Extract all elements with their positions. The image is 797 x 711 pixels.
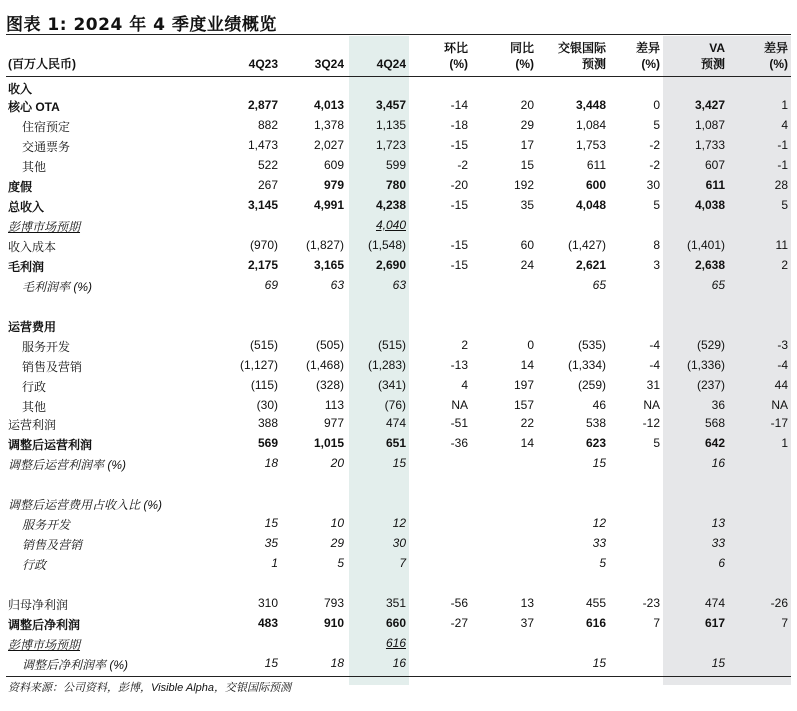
table-cell: 60 bbox=[520, 238, 534, 252]
table-cell: 474 bbox=[704, 596, 725, 610]
table-row bbox=[0, 454, 797, 474]
table-row bbox=[0, 494, 797, 514]
table-row bbox=[0, 654, 797, 674]
table-cell: (1,468) bbox=[305, 358, 344, 372]
table-cell: -4 bbox=[777, 358, 788, 372]
table-cell: 29 bbox=[520, 118, 534, 132]
header-qoq: 环比 bbox=[443, 41, 468, 55]
table-cell: 568 bbox=[704, 416, 725, 430]
table-cell: 4,238 bbox=[375, 198, 406, 212]
row-label: 毛利润率 (%) bbox=[22, 280, 92, 294]
table-cell: -23 bbox=[642, 596, 660, 610]
table-cell: 5 bbox=[781, 198, 788, 212]
table-cell: 660 bbox=[385, 616, 406, 630]
table-cell: 1,015 bbox=[313, 436, 344, 450]
table-cell: 616 bbox=[385, 636, 406, 650]
table-cell: 4,038 bbox=[694, 198, 725, 212]
table-cell: 267 bbox=[257, 178, 278, 192]
header-diff2: 差异 bbox=[763, 41, 788, 55]
row-label: 度假 bbox=[8, 180, 33, 194]
table-cell: (515) bbox=[249, 338, 278, 352]
table-cell: 5 bbox=[653, 198, 660, 212]
table-cell: 13 bbox=[711, 516, 725, 530]
table-row bbox=[0, 336, 797, 356]
table-cell: -15 bbox=[450, 238, 468, 252]
table-cell: 3,427 bbox=[694, 98, 725, 112]
header-yoy-unit: (%) bbox=[515, 57, 534, 71]
table-cell: 538 bbox=[585, 416, 606, 430]
table-cell: 12 bbox=[392, 516, 406, 530]
table-cell: 4,013 bbox=[313, 98, 344, 112]
table-cell: (505) bbox=[315, 338, 344, 352]
table-cell: 37 bbox=[520, 616, 534, 630]
table-cell: 33 bbox=[592, 536, 606, 550]
table-cell: NA bbox=[771, 398, 788, 412]
table-cell: 611 bbox=[705, 178, 725, 192]
row-label: 住宿预定 bbox=[22, 120, 71, 134]
table-cell: 65 bbox=[711, 278, 725, 292]
row-label: 毛利润 bbox=[8, 260, 45, 274]
table-cell: 4 bbox=[781, 118, 788, 132]
table-cell: 3,457 bbox=[375, 98, 406, 112]
table-cell: (237) bbox=[696, 378, 725, 392]
row-label: 调整后净利润 bbox=[8, 618, 81, 632]
table-cell: 20 bbox=[330, 456, 344, 470]
table-cell: (341) bbox=[377, 378, 406, 392]
table-cell: 5 bbox=[653, 118, 660, 132]
table-cell: 607 bbox=[704, 158, 725, 172]
table-row bbox=[0, 136, 797, 156]
table-row bbox=[0, 176, 797, 196]
table-cell: 7 bbox=[781, 616, 788, 630]
table-cell: 6 bbox=[718, 556, 725, 570]
table-cell: (529) bbox=[696, 338, 725, 352]
table-cell: -56 bbox=[450, 596, 468, 610]
table-cell: -36 bbox=[450, 436, 468, 450]
table-cell: 455 bbox=[585, 596, 606, 610]
table-cell: (76) bbox=[384, 398, 406, 412]
table-cell: 33 bbox=[711, 536, 725, 550]
table-cell: 14 bbox=[520, 436, 534, 450]
table-row bbox=[0, 216, 797, 236]
table-cell: -4 bbox=[649, 338, 660, 352]
table-cell: 3,165 bbox=[313, 258, 344, 272]
row-label: 运营费用 bbox=[8, 320, 57, 334]
row-label: 销售及营销 bbox=[22, 360, 83, 374]
table-cell: 197 bbox=[513, 378, 534, 392]
table-cell: 793 bbox=[323, 596, 344, 610]
header-3q24: 3Q24 bbox=[314, 57, 344, 71]
table-cell: 474 bbox=[385, 416, 406, 430]
row-label: 彭博市场预期 bbox=[8, 220, 81, 234]
table-cell: 2,638 bbox=[694, 258, 725, 272]
table-cell: -18 bbox=[450, 118, 468, 132]
table-cell: 522 bbox=[257, 158, 278, 172]
table-cell: -3 bbox=[777, 338, 788, 352]
row-label: 其他 bbox=[22, 160, 47, 174]
table-cell: 15 bbox=[392, 456, 406, 470]
table-cell: 13 bbox=[520, 596, 534, 610]
source-footnote: 资料来源：公司资料，彭博，Visible Alpha，交银国际预测 bbox=[8, 682, 291, 694]
table-cell: 623 bbox=[585, 436, 606, 450]
table-cell: 18 bbox=[264, 456, 278, 470]
table-cell: 2,027 bbox=[313, 138, 344, 152]
table-cell: (1,548) bbox=[367, 238, 406, 252]
table-cell: 7 bbox=[653, 616, 660, 630]
table-cell: 977 bbox=[323, 416, 344, 430]
table-cell: 18 bbox=[330, 656, 344, 670]
table-row bbox=[0, 156, 797, 176]
table-cell: 1 bbox=[781, 98, 788, 112]
table-cell: 3,448 bbox=[575, 98, 606, 112]
header-unit: (百万人民币) bbox=[8, 57, 76, 71]
title-divider bbox=[6, 34, 791, 35]
table-cell: 483 bbox=[257, 616, 278, 630]
table-row bbox=[0, 96, 797, 116]
table-cell: 611 bbox=[586, 158, 606, 172]
table-cell: -15 bbox=[450, 138, 468, 152]
table-cell: 2,175 bbox=[247, 258, 278, 272]
table-row bbox=[0, 116, 797, 136]
table-cell: -1 bbox=[777, 138, 788, 152]
table-cell: 1,753 bbox=[575, 138, 606, 152]
row-label: 收入成本 bbox=[8, 240, 57, 254]
table-row bbox=[0, 316, 797, 336]
table-cell: (259) bbox=[577, 378, 606, 392]
table-cell: 2 bbox=[461, 338, 468, 352]
header-bocom-forecast: 预测 bbox=[581, 57, 606, 71]
table-cell: 2,877 bbox=[247, 98, 278, 112]
table-row bbox=[0, 236, 797, 256]
table-cell: 28 bbox=[774, 178, 788, 192]
table-cell: 4,048 bbox=[575, 198, 606, 212]
table-cell: 1,084 bbox=[575, 118, 606, 132]
header-va-forecast: 预测 bbox=[700, 57, 725, 71]
table-cell: (1,827) bbox=[305, 238, 344, 252]
table-cell: -2 bbox=[649, 158, 660, 172]
table-cell: -15 bbox=[450, 258, 468, 272]
table-cell: 2,690 bbox=[375, 258, 406, 272]
table-cell: 599 bbox=[385, 158, 406, 172]
header-diff2-unit: (%) bbox=[769, 57, 788, 71]
table-row bbox=[0, 534, 797, 554]
table-cell: 4,991 bbox=[313, 198, 344, 212]
table-cell: 1,723 bbox=[375, 138, 406, 152]
table-row bbox=[0, 414, 797, 434]
row-label: 调整后运营费用占收入比 (%) bbox=[8, 498, 162, 512]
row-label: 调整后运营利润率 (%) bbox=[8, 458, 126, 472]
row-label: 销售及营销 bbox=[22, 538, 83, 552]
table-cell: 310 bbox=[257, 596, 278, 610]
table-cell: NA bbox=[643, 398, 660, 412]
row-label: 归母净利润 bbox=[8, 598, 69, 612]
table-cell: 14 bbox=[520, 358, 534, 372]
table-cell: 351 bbox=[385, 596, 406, 610]
table-row bbox=[0, 376, 797, 396]
header-bocom: 交银国际 bbox=[557, 41, 606, 55]
table-row bbox=[0, 594, 797, 614]
table-cell: (1,336) bbox=[686, 358, 725, 372]
table-cell: 1,733 bbox=[694, 138, 725, 152]
table-cell: 15 bbox=[711, 656, 725, 670]
table-row bbox=[0, 396, 797, 416]
table-row bbox=[0, 514, 797, 534]
table-cell: -15 bbox=[450, 198, 468, 212]
table-row bbox=[0, 634, 797, 654]
table-cell: 1,378 bbox=[313, 118, 344, 132]
table-cell: 35 bbox=[264, 536, 278, 550]
table-cell: 36 bbox=[711, 398, 725, 412]
row-label: 调整后运营利润 bbox=[8, 438, 93, 452]
header-qoq-unit: (%) bbox=[449, 57, 468, 71]
table-cell: 979 bbox=[323, 178, 344, 192]
table-cell: 15 bbox=[264, 656, 278, 670]
table-row bbox=[0, 276, 797, 296]
row-label: 调整后净利润率 (%) bbox=[22, 658, 128, 672]
row-label: 交通票务 bbox=[22, 140, 71, 154]
table-cell: (30) bbox=[256, 398, 278, 412]
table-cell: -20 bbox=[450, 178, 468, 192]
table-cell: -26 bbox=[770, 596, 788, 610]
table-cell: 12 bbox=[592, 516, 606, 530]
header-divider bbox=[6, 76, 791, 77]
table-cell: 15 bbox=[520, 158, 534, 172]
row-label: 核心 OTA bbox=[8, 100, 60, 114]
table-cell: 616 bbox=[585, 616, 606, 630]
table-cell: 1 bbox=[781, 436, 788, 450]
table-cell: 651 bbox=[385, 436, 406, 450]
table-cell: 22 bbox=[520, 416, 534, 430]
table-cell: NA bbox=[451, 398, 468, 412]
row-label: 其他 bbox=[22, 400, 47, 414]
table-cell: 65 bbox=[592, 278, 606, 292]
table-cell: -27 bbox=[450, 616, 468, 630]
table-cell: 8 bbox=[653, 238, 660, 252]
table-cell: 780 bbox=[385, 178, 406, 192]
table-row bbox=[0, 614, 797, 634]
table-cell: 609 bbox=[323, 158, 344, 172]
table-cell: 2,621 bbox=[575, 258, 606, 272]
table-cell: 5 bbox=[337, 556, 344, 570]
table-cell: -14 bbox=[450, 98, 468, 112]
table-cell: (1,401) bbox=[686, 238, 725, 252]
row-label: 服务开发 bbox=[22, 518, 71, 532]
table-cell: -12 bbox=[642, 416, 660, 430]
table-row bbox=[0, 256, 797, 276]
table-cell: 600 bbox=[585, 178, 606, 192]
table-cell: 1,087 bbox=[694, 118, 725, 132]
table-cell: (1,334) bbox=[567, 358, 606, 372]
table-row bbox=[0, 196, 797, 216]
table-cell: -51 bbox=[450, 416, 468, 430]
row-label: 收入 bbox=[8, 82, 33, 96]
table-cell: 569 bbox=[257, 436, 278, 450]
table-cell: 4 bbox=[461, 378, 468, 392]
table-cell: 3,145 bbox=[247, 198, 278, 212]
table-cell: -17 bbox=[770, 416, 788, 430]
row-label: 行政 bbox=[22, 380, 47, 394]
table-cell: 157 bbox=[513, 398, 534, 412]
table-row bbox=[0, 434, 797, 454]
header-4q24: 4Q24 bbox=[376, 57, 406, 71]
table-cell: -4 bbox=[649, 358, 660, 372]
table-cell: 642 bbox=[704, 436, 725, 450]
table-cell: 0 bbox=[653, 98, 660, 112]
table-cell: -13 bbox=[450, 358, 468, 372]
header-diff1-unit: (%) bbox=[641, 57, 660, 71]
table-cell: 30 bbox=[646, 178, 660, 192]
table-cell: 46 bbox=[592, 398, 606, 412]
table-cell: 11 bbox=[775, 238, 788, 252]
header-diff1: 差异 bbox=[635, 41, 660, 55]
page-title: 图表 1: 2024 年 4 季度业绩概览 bbox=[6, 15, 277, 35]
table-row bbox=[0, 356, 797, 376]
table-cell: 5 bbox=[653, 436, 660, 450]
table-row bbox=[0, 554, 797, 574]
table-cell: -2 bbox=[457, 158, 468, 172]
table-cell: 617 bbox=[704, 616, 725, 630]
table-cell: 0 bbox=[527, 338, 534, 352]
row-label: 总收入 bbox=[8, 200, 45, 214]
table-cell: (328) bbox=[315, 378, 344, 392]
row-label: 彭博市场预期 bbox=[8, 638, 81, 652]
table-cell: 30 bbox=[392, 536, 406, 550]
table-cell: 63 bbox=[392, 278, 406, 292]
table-cell: 4,040 bbox=[375, 218, 406, 232]
row-label: 服务开发 bbox=[22, 340, 71, 354]
table-cell: -2 bbox=[649, 138, 660, 152]
row-label: 行政 bbox=[22, 558, 47, 572]
table-cell: 7 bbox=[399, 556, 406, 570]
table-cell: 69 bbox=[264, 278, 278, 292]
table-cell: 15 bbox=[592, 456, 606, 470]
table-cell: 16 bbox=[711, 456, 725, 470]
table-cell: -1 bbox=[777, 158, 788, 172]
table-cell: (115) bbox=[250, 378, 278, 392]
table-cell: 882 bbox=[257, 118, 278, 132]
table-cell: 24 bbox=[520, 258, 534, 272]
table-cell: 1 bbox=[271, 556, 278, 570]
table-cell: 35 bbox=[520, 198, 534, 212]
table-cell: (1,127) bbox=[239, 358, 278, 372]
table-row bbox=[0, 78, 797, 98]
table-cell: 16 bbox=[392, 656, 406, 670]
table-cell: 44 bbox=[774, 378, 788, 392]
table-cell: 3 bbox=[653, 258, 660, 272]
table-cell: 1,135 bbox=[375, 118, 406, 132]
table-cell: 15 bbox=[592, 656, 606, 670]
table-cell: (535) bbox=[577, 338, 606, 352]
table-cell: (1,283) bbox=[367, 358, 406, 372]
table-cell: 29 bbox=[330, 536, 344, 550]
table-cell: (970) bbox=[249, 238, 278, 252]
table-cell: 2 bbox=[781, 258, 788, 272]
table-cell: 63 bbox=[330, 278, 344, 292]
table-cell: 17 bbox=[520, 138, 534, 152]
table-cell: 20 bbox=[520, 98, 534, 112]
table-cell: 31 bbox=[646, 378, 660, 392]
header-va: VA bbox=[709, 41, 725, 55]
table-header bbox=[0, 36, 797, 76]
header-4q23: 4Q23 bbox=[248, 57, 278, 71]
table-cell: 113 bbox=[324, 398, 344, 412]
row-label: 运营利润 bbox=[8, 418, 57, 432]
table-cell: 910 bbox=[323, 616, 344, 630]
table-cell: 192 bbox=[513, 178, 534, 192]
table-cell: 1,473 bbox=[247, 138, 278, 152]
table-cell: 388 bbox=[257, 416, 278, 430]
table-cell: 10 bbox=[330, 516, 344, 530]
table-cell: 15 bbox=[264, 516, 278, 530]
table-cell: (1,427) bbox=[567, 238, 606, 252]
footer-divider bbox=[6, 676, 791, 677]
table-cell: 5 bbox=[599, 556, 606, 570]
table-cell: (515) bbox=[377, 338, 406, 352]
header-yoy: 同比 bbox=[509, 41, 534, 55]
